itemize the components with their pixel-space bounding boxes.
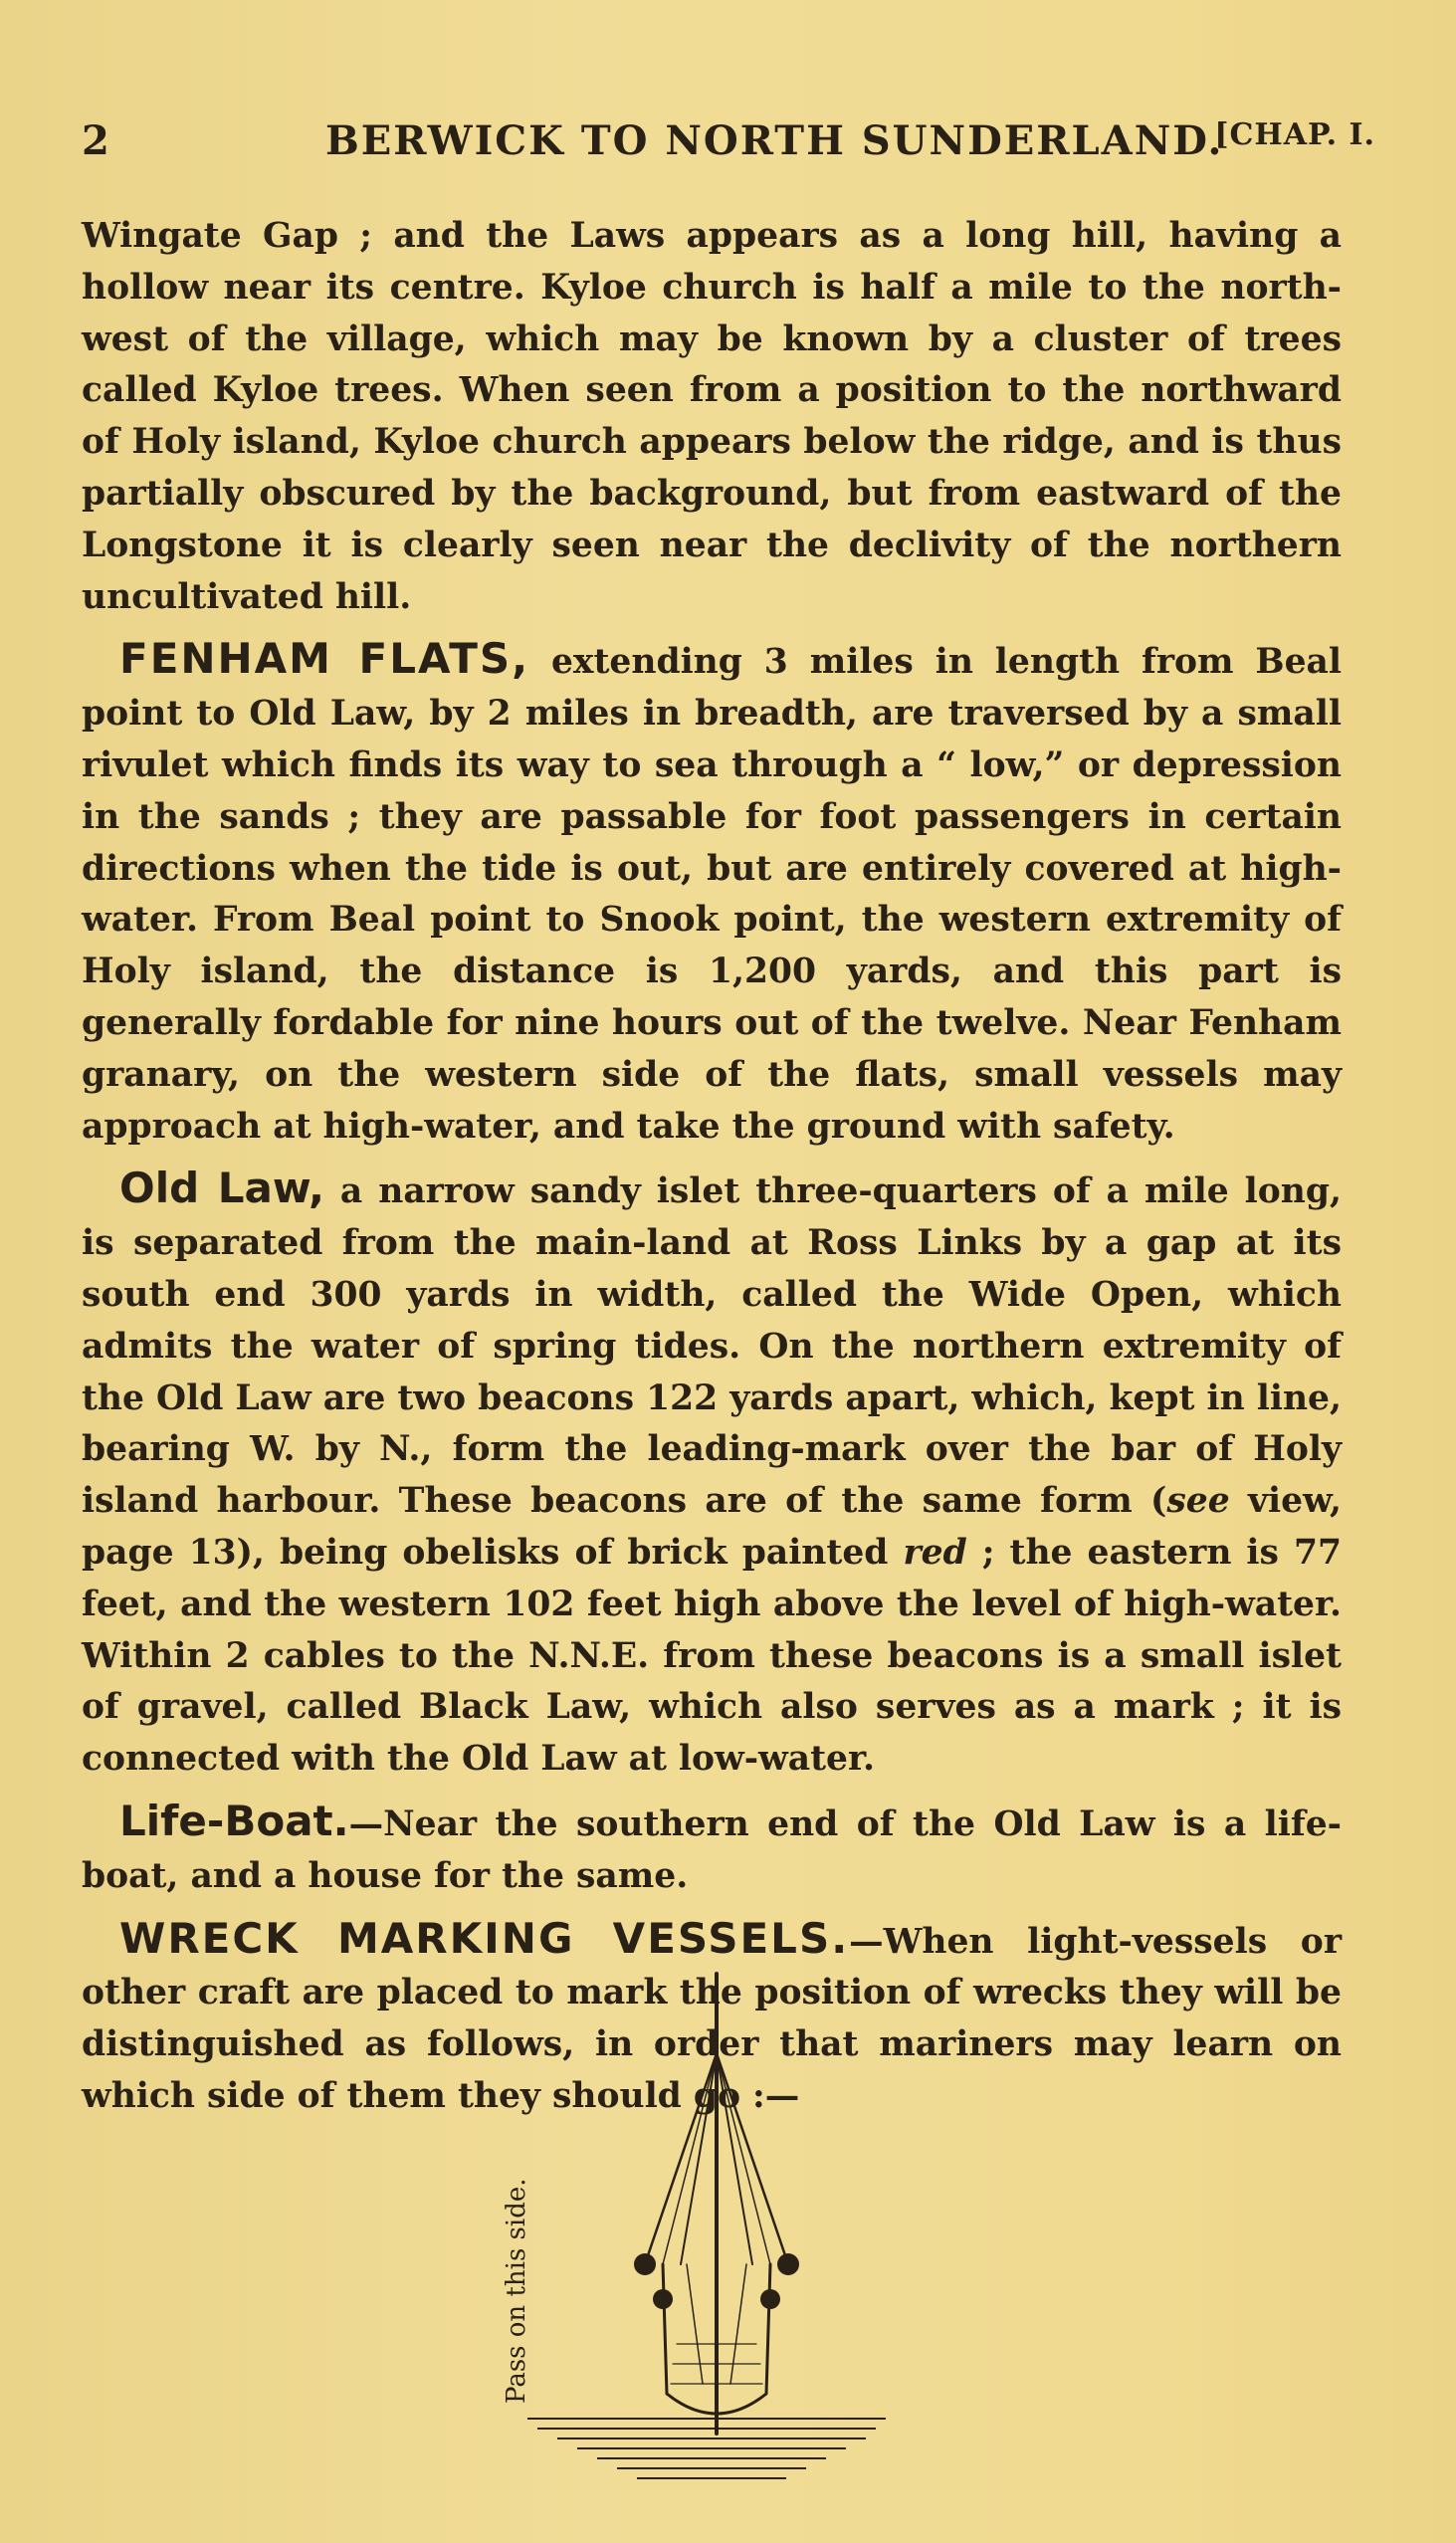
rigging-diagonal — [730, 2264, 746, 2384]
stay-right — [717, 2053, 788, 2264]
paragraph-wingate — [82, 211, 1342, 623]
ball-left-lower — [653, 2289, 673, 2309]
stay-inner-right — [717, 2053, 752, 2264]
paragraph-heading: WRECK MARKING VESSELS. — [119, 1913, 850, 1963]
paragraph-text: —Near the southern end of the Old Law is a life-boat, and a house for the same. — [82, 1803, 1342, 1896]
ball-left-upper — [634, 2253, 656, 2275]
paragraph-life-boat — [82, 1796, 1342, 1903]
paragraph-old-law — [82, 1163, 1342, 1786]
ball-right-upper — [777, 2253, 799, 2275]
page-number: 2 — [82, 117, 110, 164]
chapter-label: [CHAP. I. — [1214, 117, 1375, 152]
paragraph-text: view, page 13), being obelisks of brick painted — [82, 1481, 1342, 1573]
paragraph-text: extending 3 miles in length from Beal point to Old Law, by 2 miles in breadth, are traversed by a small rivulet which finds its way to sea through a “ low,” or depression in the sands ; they are passable for foot passengers in certain directions when the tide is out, but are entirely covered at high-water. From Beal point to Snook point, the western extremity of Holy island, the distance is 1,200 yards, and this part is generally fordable for nine hours out of the twelve. Near Fenham granary, on the western side of the flats, small vessels may approach at high-water, and take the ground with safety. — [82, 642, 1343, 1147]
paragraph-fenham-flats — [82, 633, 1342, 1153]
paragraph-heading: Life-Boat. — [119, 1796, 349, 1845]
body-text — [82, 211, 1342, 2133]
side-label — [462, 2085, 531, 2404]
stay-inner-left — [681, 2053, 717, 2264]
italic-text: red — [903, 1532, 967, 1573]
paragraph-heading: FENHAM FLATS, — [119, 634, 530, 684]
paragraph-text: —When light-vessels or other craft are placed to mark the position of wrecks they will be distinguished as follows, in order that mariners may learn on which side of them they should go :— — [82, 1921, 1342, 2116]
stay-mid-left — [663, 2053, 717, 2264]
ball-right-lower — [760, 2289, 780, 2309]
stay-mid-right — [717, 2053, 770, 2264]
vessel-engraving — [468, 1966, 926, 2523]
running-title: BERWICK TO NORTH SUNDERLAND. — [325, 117, 1224, 164]
paragraph-heading: Old Law, — [119, 1164, 324, 1213]
side-label-text: Pass on this side. — [502, 2178, 531, 2404]
italic-text: see — [1166, 1481, 1230, 1522]
paragraph-text: ; the eastern is 77 feet, and the western 102 feet high above the level of high-water. Within 2 cables to the N.N.E. from these beacons is a small islet of gravel, called Black Law, which also serves as a mark ; it is connected with the Old Law at low-water. — [82, 1532, 1343, 1780]
rigging-diagonal — [687, 2264, 703, 2384]
paragraph-text: a narrow sandy islet three-quarters of a mile long, is separated from the main-land at Ross Links by a gap at its south end 300 yards in width, called the Wide Open, which admits the water of spring tides. On the northern extremity of the Old Law are two beacons 122 yards apart, which, kept in line, bearing W. by N., form the leading-mark over the bar of Holy island harbour. These beacons are of the same form ( — [82, 1171, 1342, 1522]
stay-left — [645, 2053, 717, 2264]
running-header — [82, 117, 1375, 177]
paragraph-text: Wingate Gap ; and the Laws appears as a long hill, having a hollow near its centre. Kyloe church is half a mile to the north-west of the village, which may be known by a cluster of trees called Kyloe trees. When seen from a position to the northward of Holy island, Kyloe church appears below the ridge, and is thus partially obscured by the background, but from eastward of the Longstone it is clearly seen near the declivity of the northern uncultivated hill. — [82, 216, 1342, 617]
wreck-vessel-illustration — [468, 1966, 926, 2523]
